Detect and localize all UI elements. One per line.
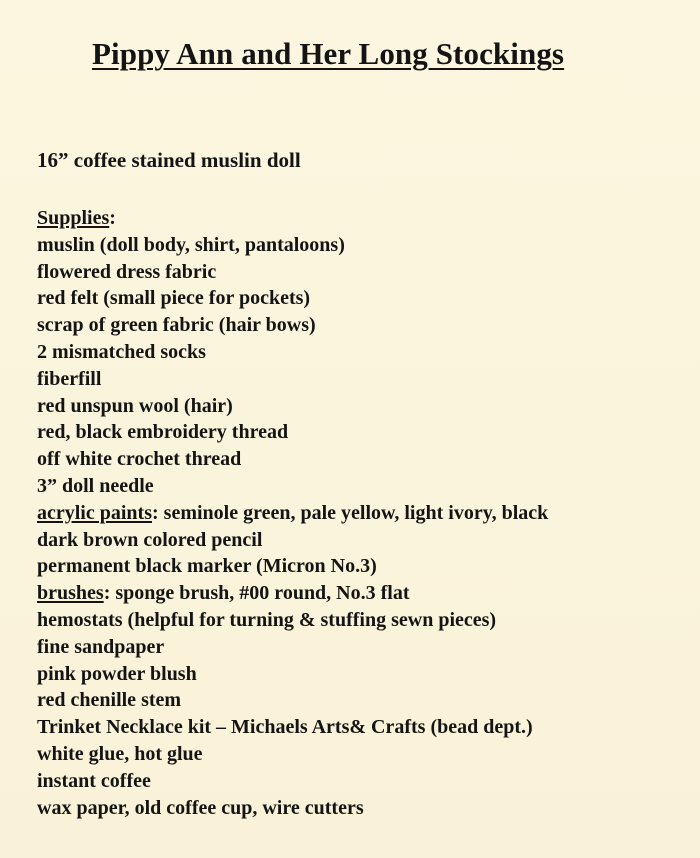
supplies-heading-colon: :: [109, 207, 116, 229]
supply-item: scrap of green fabric (hair bows): [37, 314, 316, 337]
supply-item: red unspun wool (hair): [37, 394, 233, 417]
paints-colors: : seminole green, pale yellow, light ivory, black: [152, 501, 549, 524]
supply-item: wax paper, old coffee cup, wire cutters: [37, 796, 364, 819]
supply-item: 3” doll needle: [37, 474, 154, 497]
supply-item: red felt (small piece for pockets): [37, 287, 311, 310]
supply-item: off white crochet thread: [37, 448, 242, 471]
supply-item-paints: [37, 500, 687, 527]
brushes-label: brushes: [37, 582, 104, 605]
supplies-heading: [37, 205, 687, 232]
supply-item: instant coffee: [37, 769, 151, 792]
doll-description: 16” coffee stained muslin doll: [37, 148, 301, 172]
supplies-heading-label: Supplies: [37, 207, 110, 229]
supply-item: red chenille stem: [37, 689, 182, 712]
supply-item: permanent black marker (Micron No.3): [37, 555, 377, 578]
supply-item: muslin (doll body, shirt, pantaloons): [37, 233, 345, 256]
supply-item: pink powder blush: [37, 662, 197, 685]
supply-item: red, black embroidery thread: [37, 421, 289, 444]
supply-item: dark brown colored pencil: [37, 528, 263, 551]
supply-item-brushes: [37, 580, 687, 607]
supply-item: flowered dress fabric: [37, 260, 217, 283]
paints-label: acrylic paints: [37, 501, 152, 524]
supply-item: fiberfill: [37, 367, 102, 390]
document-title: Pippy Ann and Her Long Stockings: [92, 36, 565, 71]
supply-item: 2 mismatched socks: [37, 340, 206, 363]
brushes-list: : sponge brush, #00 round, No.3 flat: [103, 582, 410, 605]
supply-item: white glue, hot glue: [37, 742, 203, 765]
supplies-list: [37, 205, 687, 821]
supply-item: fine sandpaper: [37, 635, 165, 658]
supply-item: hemostats (helpful for turning & stuffing sewn pieces): [37, 608, 497, 631]
supply-item: Trinket Necklace kit – Michaels Arts& Crafts (bead dept.): [37, 716, 533, 739]
